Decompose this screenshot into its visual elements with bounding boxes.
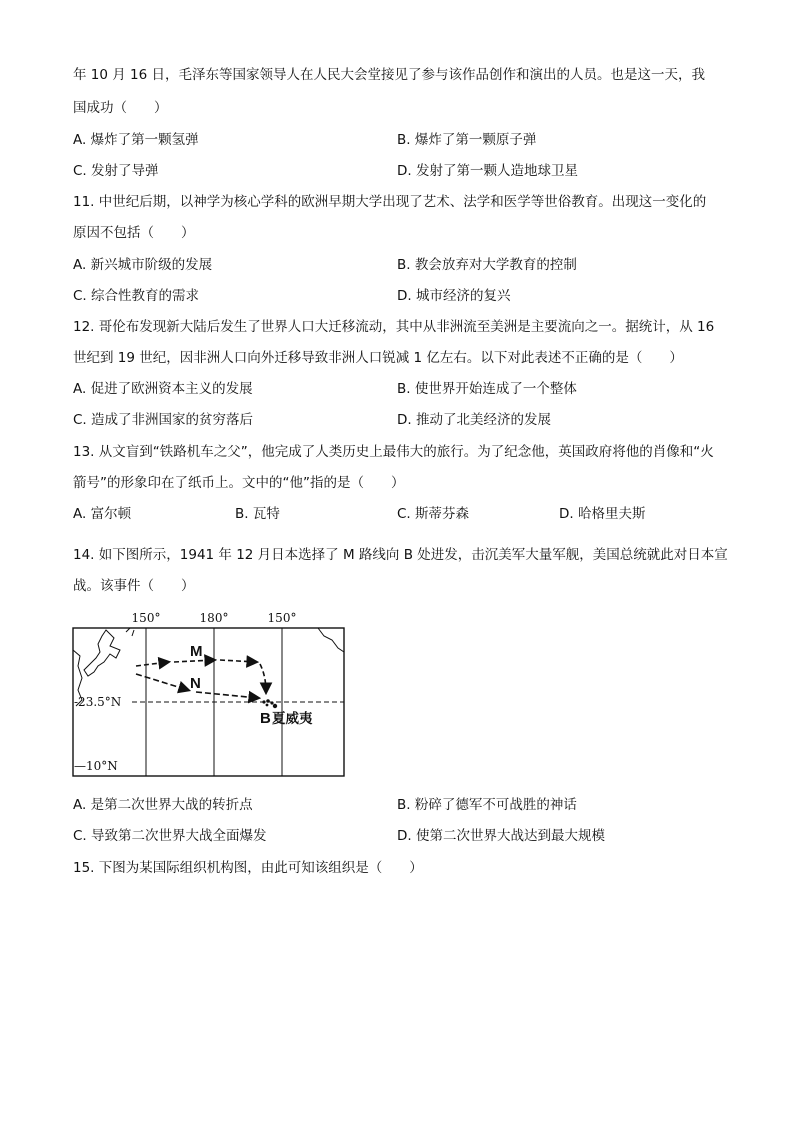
hawaii-islands-icon xyxy=(262,699,277,708)
q14-option-d: D. 使第二次世界大战达到最大规模 xyxy=(397,828,605,844)
q13-option-c: C. 斯蒂芬森 xyxy=(397,506,470,522)
japan-coastline xyxy=(84,630,120,676)
route-n-label: N xyxy=(190,675,201,692)
q14-option-b: B. 粉碎了德军不可战胜的神话 xyxy=(397,797,577,813)
island-arc xyxy=(126,628,134,636)
q14-text-line2: 战。该事件（ ） xyxy=(73,578,195,594)
q13-text-line2: 箭号”的形象印在了纸币上。文中的“他”指的是（ ） xyxy=(73,475,405,491)
hawaii-label: 夏威夷 xyxy=(272,711,313,727)
route-m-segment-1 xyxy=(136,662,168,666)
q13-option-d: D. 哈格里夫斯 xyxy=(559,506,646,522)
q12-option-c: C. 造成了非洲国家的贫穷落后 xyxy=(73,412,254,428)
route-n-segment-1 xyxy=(136,674,188,690)
route-n-segment-2 xyxy=(196,692,258,698)
lat-label-23-5: -23.5°N xyxy=(74,695,122,709)
q11-option-a: A. 新兴城市阶级的发展 xyxy=(73,257,213,273)
q14-option-c: C. 导致第二次世界大战全面爆发 xyxy=(73,828,267,844)
q10-text-line2: 国成功（ ） xyxy=(73,100,168,116)
route-m-segment-3 xyxy=(220,660,256,662)
q15-text-line1: 15. 下图为某国际组织机构图，由此可知该组织是（ ） xyxy=(73,860,423,876)
q11-text-line2: 原因不包括（ ） xyxy=(73,225,195,241)
q11-option-b: B. 教会放弃对大学教育的控制 xyxy=(397,257,577,273)
q10-option-d: D. 发射了第一颗人造地球卫星 xyxy=(397,163,578,179)
lon-label-150w: 150° xyxy=(267,611,297,625)
q11-text-line1: 11. 中世纪后期，以神学为核心学科的欧洲早期大学出现了艺术、法学和医学等世俗教育。出现这一变化的 xyxy=(73,194,707,210)
q12-option-b: B. 使世界开始连成了一个整体 xyxy=(397,381,577,397)
q13-text-line1: 13. 从文盲到“铁路机车之父”，他完成了人类历史上最伟大的旅行。为了纪念他，英国政府将他的肖像和“火 xyxy=(73,444,714,460)
lon-label-150e: 150° xyxy=(131,611,161,625)
q11-option-c: C. 综合性教育的需求 xyxy=(73,288,200,304)
q10-text-line1: 年 10 月 16 日，毛泽东等国家领导人在人民大会堂接见了参与该作品创作和演出的人员。也是这一天，我 xyxy=(73,67,706,83)
route-m-label: M xyxy=(190,643,203,660)
north-america-coastline xyxy=(318,628,344,652)
q12-text-line1: 12. 哥伦布发现新大陆后发生了世界人口大迁移流动，其中从非洲流至美洲是主要流向之一。据统计，从 16 xyxy=(73,319,715,335)
lon-label-180: 180° xyxy=(199,611,229,625)
pacific-map-figure xyxy=(70,606,350,781)
q13-option-a: A. 富尔顿 xyxy=(73,506,132,522)
q11-option-d: D. 城市经济的复兴 xyxy=(397,288,511,304)
route-m-segment-4 xyxy=(260,664,266,692)
target-b-label: B xyxy=(260,710,271,727)
q10-option-c: C. 发射了导弹 xyxy=(73,163,159,179)
route-m-segment-2 xyxy=(174,660,214,662)
q10-option-b: B. 爆炸了第一颗原子弹 xyxy=(397,132,537,148)
q14-text-line1: 14. 如下图所示，1941 年 12 月日本选择了 M 路线向 B 处进发，击沉美军大量军舰，美国总统就此对日本宣 xyxy=(73,547,728,563)
q12-text-line2: 世纪到 19 世纪，因非洲人口向外迁移导致非洲人口锐减 1 亿左右。以下对此表述不正确的是（ ） xyxy=(73,350,683,366)
q10-option-a: A. 爆炸了第一颗氢弹 xyxy=(73,132,199,148)
q12-option-d: D. 推动了北美经济的发展 xyxy=(397,412,551,428)
lat-label-10: —10°N xyxy=(74,759,118,773)
q13-option-b: B. 瓦特 xyxy=(235,506,280,522)
q12-option-a: A. 促进了欧洲资本主义的发展 xyxy=(73,381,253,397)
q14-option-a: A. 是第二次世界大战的转折点 xyxy=(73,797,253,813)
